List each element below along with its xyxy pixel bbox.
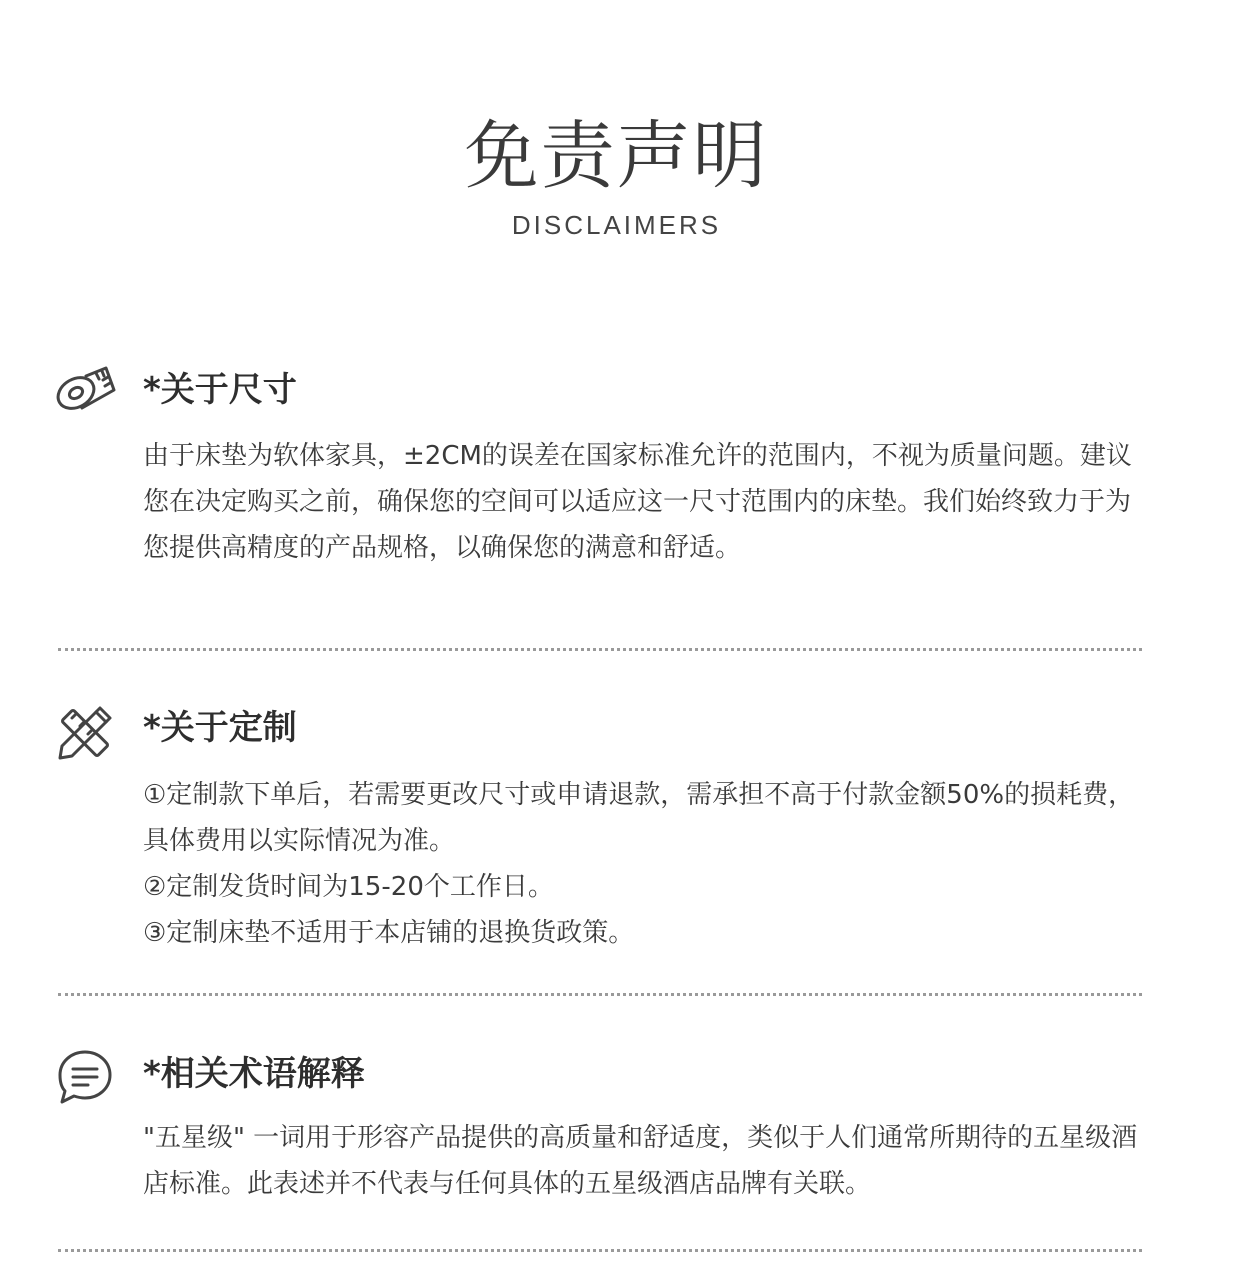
- divider: [58, 993, 1142, 996]
- measuring-tape-icon: [52, 360, 118, 426]
- section-size-body: [143, 433, 1143, 571]
- page-title: 免责声明: [464, 113, 769, 199]
- paragraph: ②定制发货时间为15-20个工作日。: [143, 872, 554, 902]
- chat-bubble-icon: [52, 1044, 118, 1110]
- page-header: [0, 108, 1233, 242]
- section-terms-body: [143, 1115, 1143, 1207]
- paragraph: "五星级" 一词用于形容产品提供的高质量和舒适度，类似于人们通常所期待的五星级酒店标准。此表述并不代表与任何具体的五星级酒店品牌有关联。: [143, 1123, 1138, 1199]
- section-size-title: *关于尺寸: [143, 370, 297, 410]
- page-subtitle: DISCLAIMERS: [511, 210, 722, 240]
- pencil-ruler-icon: [52, 700, 118, 766]
- paragraph: ①定制款下单后，若需要更改尺寸或申请退款，需承担不高于付款金额50%的损耗费，具体费用以实际情况为准。: [143, 780, 1135, 856]
- section-custom-body: [143, 772, 1143, 956]
- divider: [58, 648, 1142, 651]
- section-terms-title: *相关术语解释: [143, 1054, 365, 1094]
- paragraph: 由于床垫为软体家具，±2CM的误差在国家标准允许的范围内，不视为质量问题。建议您在决定购买之前，确保您的空间可以适应这一尺寸范围内的床垫。我们始终致力于为您提供高精度的产品规格，以确保您的满意和舒适。: [143, 441, 1132, 563]
- paragraph: ③定制床垫不适用于本店铺的退换货政策。: [143, 918, 635, 948]
- divider: [58, 1249, 1142, 1252]
- section-custom-title: *关于定制: [143, 708, 297, 748]
